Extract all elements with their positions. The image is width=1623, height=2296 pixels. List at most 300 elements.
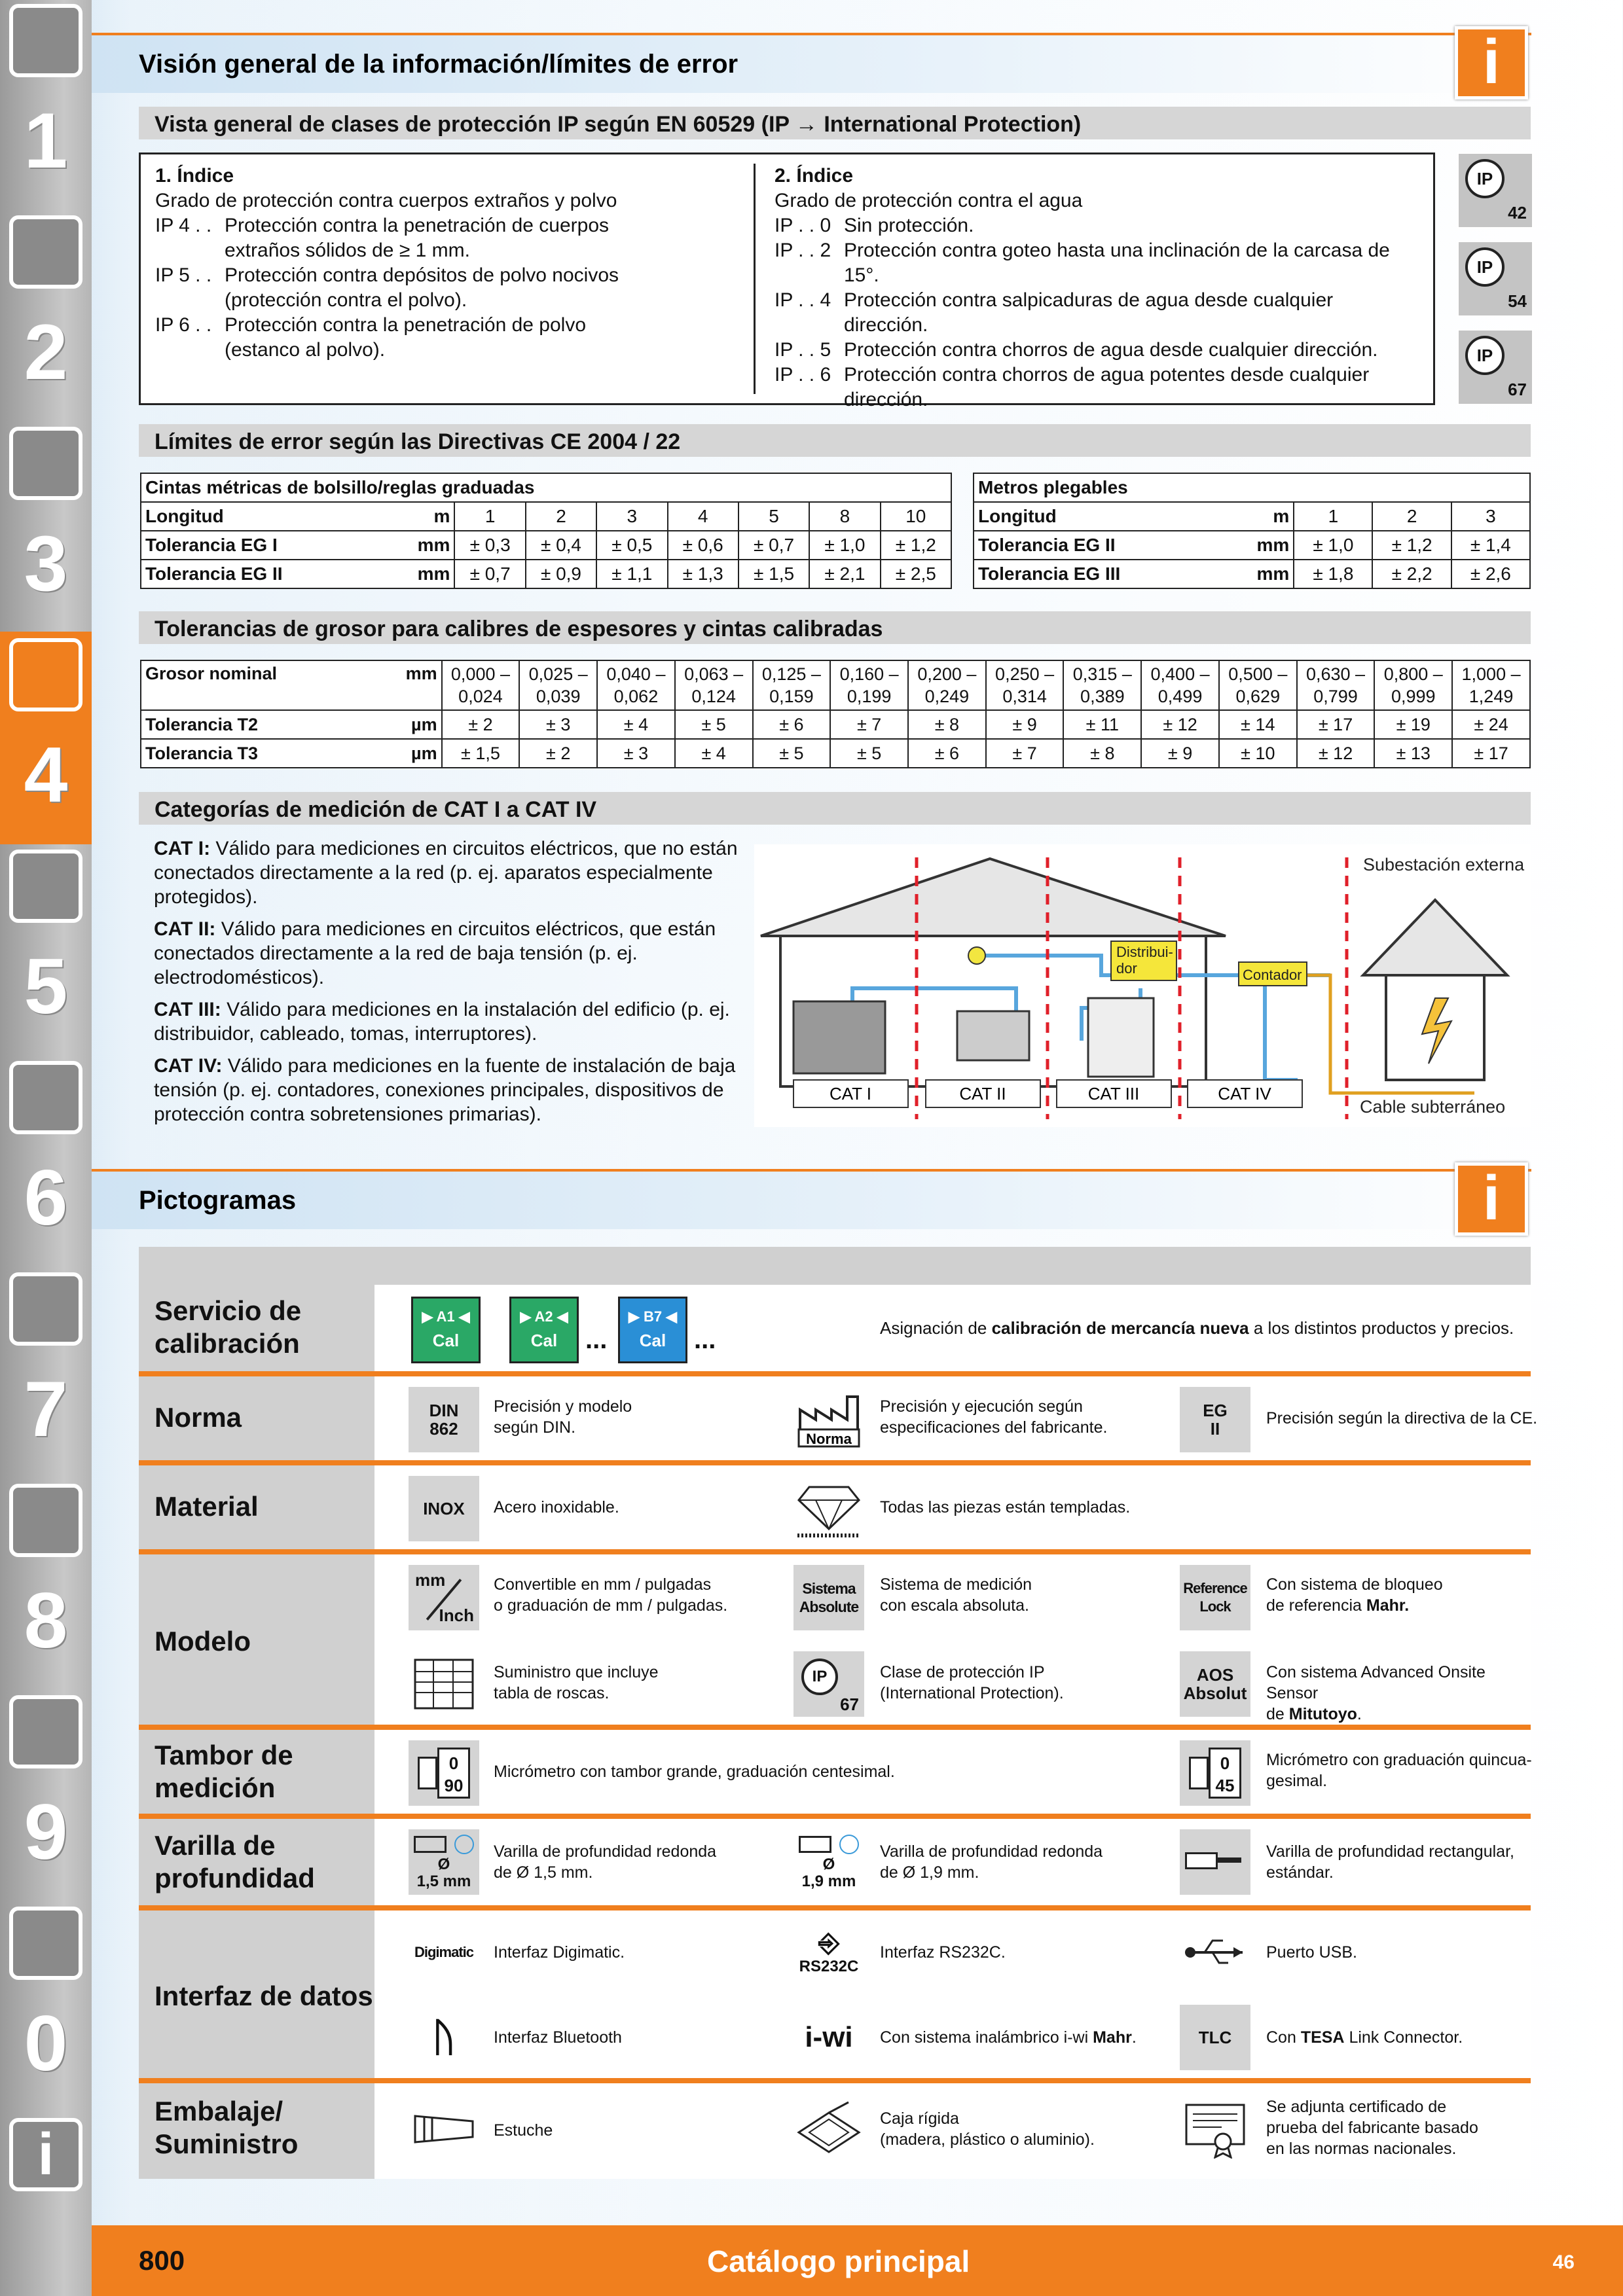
ip-code: IP . . 6 bbox=[775, 364, 831, 386]
cal-code bbox=[620, 1305, 685, 1329]
thread-table-description bbox=[494, 1662, 808, 1704]
icon-text: 1,5 mm bbox=[416, 1873, 471, 1890]
ip-code: IP . . 4 bbox=[775, 289, 831, 311]
range-end: 0,314 bbox=[1002, 687, 1047, 706]
rod-1-9-description bbox=[880, 1841, 1194, 1883]
chapter-tab-5[interactable] bbox=[0, 843, 92, 1056]
thickness-range bbox=[986, 660, 1064, 710]
table-cell: 8 bbox=[809, 502, 880, 531]
icon-text: AOS bbox=[1196, 1665, 1234, 1685]
ip-row bbox=[775, 213, 1436, 238]
row-material bbox=[139, 1465, 1531, 1554]
cert-seal bbox=[1215, 2134, 1231, 2149]
row-label: Tolerancia T3 bbox=[141, 739, 396, 768]
icon-text: Absolut bbox=[1183, 1683, 1247, 1703]
din-862-icon bbox=[409, 1387, 479, 1452]
ip-first-index bbox=[155, 164, 744, 363]
cable-label: Cable subterráneo bbox=[1360, 1097, 1506, 1117]
ip-icon-column bbox=[1457, 152, 1533, 418]
cat-item bbox=[154, 1054, 743, 1126]
thickness-range bbox=[597, 660, 675, 710]
usb-arrow bbox=[1233, 1947, 1243, 1958]
range-start: 0,160 – bbox=[839, 664, 899, 684]
chapter-number: 6 bbox=[24, 1154, 68, 1242]
range-start: 0,063 – bbox=[684, 664, 744, 684]
range-end: 0,629 bbox=[1235, 687, 1281, 706]
range-start: 0,000 – bbox=[450, 664, 510, 684]
row-label: Tolerancia T2 bbox=[141, 710, 396, 739]
ip-ring: IP bbox=[1465, 336, 1504, 375]
icon-text: Ø bbox=[822, 1856, 835, 1873]
table-cell: ± 1,0 bbox=[1294, 531, 1372, 560]
usb-description: Puerto USB. bbox=[1266, 1943, 1357, 1962]
usb-branch bbox=[1205, 1941, 1223, 1952]
desc-line: Precisión y modelo bbox=[494, 1397, 632, 1416]
ip-number: 54 bbox=[1508, 291, 1527, 311]
thickness-range bbox=[1297, 660, 1375, 710]
range-end: 0,199 bbox=[847, 687, 892, 706]
diamond-shape bbox=[799, 1487, 859, 1529]
table-cell: ± 2 bbox=[442, 710, 520, 739]
icon-text: EG bbox=[1203, 1401, 1228, 1420]
range-end: 0,389 bbox=[1080, 687, 1125, 706]
desc-bold: Mitutoyo bbox=[1288, 1705, 1357, 1723]
cat-key: CAT III: bbox=[154, 999, 221, 1020]
reference-lock-icon bbox=[1180, 1565, 1250, 1630]
section-title: Pictogramas bbox=[139, 1186, 297, 1215]
table-cell: ± 6 bbox=[753, 710, 831, 739]
desc-part: de bbox=[1266, 1705, 1289, 1723]
cat-value: Válido para mediciones en circuitos eléctricos, que están conectados directamente a la red de baja tensión (p. ej. electrodomésticos). bbox=[154, 918, 716, 988]
table-cell: ± 1,5 bbox=[739, 560, 809, 588]
cat-item bbox=[154, 836, 743, 909]
ip-subheading bbox=[139, 107, 1531, 139]
range-start: 0,125 – bbox=[761, 664, 821, 684]
limits-subheading-text: Límites de error según las Directivas CE 2004 / 22 bbox=[155, 429, 681, 454]
table-cell: ± 2,6 bbox=[1451, 560, 1530, 588]
range-end: 0,249 bbox=[924, 687, 970, 706]
range-start: 0,025 – bbox=[528, 664, 588, 684]
range-start: 1,000 – bbox=[1461, 664, 1521, 684]
large-thimble-description: Micrómetro con tambor grande, graduación centesimal. bbox=[494, 1763, 895, 1781]
quinquagesimal-description bbox=[1266, 1749, 1535, 1791]
diamond-icon bbox=[793, 1476, 864, 1541]
rod-body bbox=[414, 1836, 447, 1853]
ip-ring: IP bbox=[1465, 159, 1504, 198]
desc-part: Con sistema inalámbrico i-wi bbox=[880, 2028, 1093, 2047]
rectangular-rod-description bbox=[1266, 1841, 1535, 1883]
desc-line: Caja rígida bbox=[880, 2109, 959, 2128]
cal-code bbox=[511, 1305, 577, 1329]
rectangular-rod-icon bbox=[1180, 1829, 1250, 1895]
row-label: Tolerancia EG III bbox=[974, 560, 1229, 588]
ip-ring: IP bbox=[1465, 247, 1504, 287]
case-icon bbox=[409, 2096, 479, 2162]
hardened-description: Todas las piezas están templadas. bbox=[880, 1498, 1131, 1516]
row-label bbox=[155, 1295, 301, 1360]
factory-label: Norma bbox=[806, 1431, 852, 1447]
ip-code: IP . . 0 bbox=[775, 215, 831, 236]
chapter-tab-i[interactable] bbox=[0, 2111, 92, 2296]
safety-icon bbox=[9, 1907, 82, 1980]
cat-key: CAT II: bbox=[154, 918, 216, 940]
din-description bbox=[494, 1396, 808, 1438]
table-row bbox=[974, 560, 1530, 588]
limits-subheading bbox=[139, 424, 1531, 457]
desc-line: según DIN. bbox=[494, 1418, 576, 1437]
toolbox-icon bbox=[9, 1484, 82, 1557]
absolute-description bbox=[880, 1574, 1194, 1616]
range-start: 0,250 – bbox=[995, 664, 1055, 684]
thread-table-icon bbox=[409, 1651, 479, 1717]
ip-code: IP 5 . . bbox=[155, 264, 212, 286]
rod-circle bbox=[839, 1835, 859, 1854]
cat-value: Válido para mediciones en circuitos eléctricos, que no están conectados directamente a la red (p. ej. aparatos especialmente protegidos). bbox=[154, 838, 738, 908]
table-lines bbox=[415, 1660, 473, 1708]
ip-code: IP . . 2 bbox=[775, 240, 831, 261]
table-cell: ± 5 bbox=[753, 739, 831, 768]
factory-description bbox=[880, 1396, 1194, 1438]
desc-bold: Mahr. bbox=[1366, 1596, 1410, 1615]
chapter-tab-9[interactable] bbox=[0, 1689, 92, 1901]
desc-line: Con sistema de bloqueo bbox=[1266, 1575, 1443, 1594]
row-label: Tolerancia EG II bbox=[141, 560, 396, 588]
usb-dot bbox=[1185, 1947, 1195, 1958]
row-unit: mm bbox=[396, 560, 454, 588]
row-tambor bbox=[139, 1730, 1531, 1819]
thickness-range bbox=[1374, 660, 1452, 710]
quinquagesimal-thimble-icon bbox=[1180, 1740, 1250, 1806]
range-start: 0,200 – bbox=[917, 664, 977, 684]
desc-part: Con bbox=[1266, 2028, 1301, 2047]
rod-tip bbox=[1218, 1857, 1241, 1863]
table-title-row bbox=[141, 473, 951, 502]
thickness-range bbox=[1141, 660, 1219, 710]
table-title: Cintas métricas de bolsillo/reglas graduadas bbox=[141, 473, 951, 502]
chapter-number: 8 bbox=[24, 1577, 68, 1664]
distributor-label-1: Distribui- bbox=[1116, 944, 1173, 960]
row-label-line: Varilla de bbox=[155, 1830, 276, 1861]
table-row bbox=[974, 531, 1530, 560]
row-label-line: medición bbox=[155, 1772, 276, 1803]
ip-description: Protección contra la penetración de cuerpos extraños sólidos de ≥ 1 mm. bbox=[225, 215, 610, 261]
ip-second-index bbox=[775, 164, 1436, 412]
desc-line: Varilla de profundidad redonda bbox=[494, 1842, 717, 1861]
row-varilla bbox=[139, 1819, 1531, 1910]
table-cell: 1 bbox=[1294, 502, 1372, 531]
table-title-row bbox=[974, 473, 1530, 502]
thread-table-svg bbox=[411, 1655, 477, 1713]
icon-text: mm bbox=[415, 1570, 446, 1590]
table-cell: ± 1,8 bbox=[1294, 560, 1372, 588]
table-cell: 3 bbox=[1451, 502, 1530, 531]
ip67-icon bbox=[793, 1651, 864, 1717]
table-cell: ± 4 bbox=[675, 739, 753, 768]
table-cell: ± 0,3 bbox=[454, 531, 525, 560]
rigid-box-icon bbox=[793, 2096, 864, 2162]
thimble bbox=[437, 1748, 470, 1799]
usb-branch bbox=[1213, 1952, 1228, 1963]
thickness-table bbox=[140, 660, 1531, 768]
cat-iv-label: CAT IV bbox=[1218, 1084, 1271, 1103]
footer-index: 46 bbox=[1552, 2251, 1575, 2273]
caliper-icon bbox=[9, 638, 82, 711]
pictogram-table-top bbox=[139, 1247, 1531, 1285]
cat-i-label: CAT I bbox=[829, 1084, 872, 1103]
distributor-label-2: dor bbox=[1116, 960, 1137, 977]
table-cell: 10 bbox=[881, 502, 951, 531]
desc-line: Varilla de profundidad redonda bbox=[880, 1842, 1103, 1861]
row-label: Modelo bbox=[155, 1626, 251, 1657]
ip-row bbox=[775, 338, 1436, 363]
iwi-description bbox=[880, 2027, 1194, 2048]
cat-item bbox=[154, 917, 743, 990]
icon-text: 0 bbox=[1220, 1753, 1230, 1773]
thickness-range bbox=[675, 660, 753, 710]
ip-description: Protección contra chorros de agua desde cualquier dirección. bbox=[844, 339, 1378, 361]
thickness-range bbox=[442, 660, 520, 710]
table-cell: ± 1,3 bbox=[668, 560, 739, 588]
icon-text: 90 bbox=[444, 1776, 464, 1795]
bluetooth-description: Interfaz Bluetooth bbox=[494, 2028, 622, 2047]
info-icon: i bbox=[1455, 26, 1528, 99]
ip-first-index-title: 1. Índice bbox=[155, 165, 234, 187]
tlc-icon: TLC bbox=[1180, 2005, 1250, 2070]
chapter-tab-1[interactable] bbox=[0, 0, 92, 210]
table-cell: ± 17 bbox=[1452, 739, 1530, 768]
ip67-icon bbox=[1457, 329, 1533, 405]
cat-ii-label: CAT II bbox=[959, 1084, 1006, 1103]
range-end: 0,799 bbox=[1313, 687, 1358, 706]
ip-row bbox=[155, 313, 744, 363]
chapter-number: 4 bbox=[24, 731, 68, 819]
row-label: Tolerancia EG I bbox=[141, 531, 396, 560]
chapter-number: 2 bbox=[24, 308, 68, 396]
rs232c-description: Interfaz RS232C. bbox=[880, 1943, 1006, 1962]
desc-line: de Ø 1,5 mm. bbox=[494, 1863, 593, 1882]
chapter-number: 0 bbox=[24, 2000, 68, 2087]
inox-description: Acero inoxidable. bbox=[494, 1498, 619, 1516]
range-start: 0,800 – bbox=[1383, 664, 1443, 684]
row-label-line: Embalaje/ bbox=[155, 2096, 283, 2126]
ip-row bbox=[155, 263, 744, 313]
wrench-icon bbox=[9, 1061, 82, 1134]
desc-line: Micrómetro con graduación quincua- bbox=[1266, 1751, 1532, 1769]
row-label: Longitud bbox=[974, 502, 1229, 531]
chapter-number: 3 bbox=[24, 520, 68, 607]
ip42-icon bbox=[1457, 152, 1533, 228]
desc-line: en las normas nacionales. bbox=[1266, 2140, 1457, 2158]
table-cell: 4 bbox=[668, 502, 739, 531]
icon-text: Lock bbox=[1199, 1598, 1231, 1615]
tlc-description bbox=[1266, 2027, 1580, 2048]
table-frame bbox=[415, 1660, 473, 1708]
cat-subheading bbox=[139, 792, 1531, 825]
range-end: 0,999 bbox=[1391, 687, 1436, 706]
sleeve bbox=[418, 1757, 437, 1789]
chapter-tab-2[interactable] bbox=[0, 209, 92, 422]
chapter-tab-4[interactable] bbox=[0, 632, 92, 844]
case-icon-svg bbox=[411, 2109, 477, 2149]
range-end: 0,024 bbox=[458, 687, 503, 706]
desc-bold: calibración de mercancía nueva bbox=[991, 1318, 1249, 1338]
arrow-left-icon: ◀ bbox=[454, 1308, 470, 1325]
table-cell: ± 1,5 bbox=[442, 739, 520, 768]
ip-number: 67 bbox=[840, 1695, 859, 1714]
ip-number: 67 bbox=[1508, 380, 1527, 399]
certificate-icon bbox=[1180, 2096, 1250, 2162]
cat-value: Válido para mediciones en la fuente de instalación de baja tensión (p. ej. contadores, conexiones principales, dispositivos de protección contra sobretensiones primarias). bbox=[154, 1055, 736, 1125]
range-start: 0,630 – bbox=[1305, 664, 1366, 684]
table-cell: 3 bbox=[596, 502, 667, 531]
cal-code-text: A2 bbox=[534, 1308, 553, 1325]
icon-text: Reference bbox=[1183, 1580, 1247, 1596]
desc-line: Con sistema Advanced Onsite Sensor bbox=[1266, 1663, 1486, 1702]
cal-code-text: A1 bbox=[436, 1308, 455, 1325]
table-row bbox=[141, 560, 951, 588]
mm-inch-icon bbox=[409, 1565, 479, 1630]
range-end: 0,062 bbox=[613, 687, 659, 706]
icon-text: 0 bbox=[448, 1753, 459, 1773]
ip-first-index-subtitle: Grado de protección contra cuerpos extraños y polvo bbox=[155, 190, 617, 211]
table-cell: 2 bbox=[1372, 502, 1451, 531]
range-end: 1,249 bbox=[1468, 687, 1514, 706]
desc-line: Precisión y ejecución según bbox=[880, 1397, 1083, 1416]
substation-roof bbox=[1363, 900, 1507, 975]
cal-b7-icon bbox=[618, 1297, 687, 1363]
row-unit: m bbox=[396, 502, 454, 531]
rod-circle bbox=[454, 1835, 474, 1854]
table-cell: ± 1,2 bbox=[881, 531, 951, 560]
table-cell: ± 2,2 bbox=[1372, 560, 1451, 588]
range-end: 0,159 bbox=[769, 687, 814, 706]
meter-label: Contador bbox=[1243, 967, 1302, 983]
folding-rule-table bbox=[973, 473, 1531, 589]
row-label: Longitud bbox=[141, 502, 396, 531]
thickness-range bbox=[1452, 660, 1530, 710]
table-cell: ± 8 bbox=[908, 710, 986, 739]
rod-body bbox=[1185, 1852, 1218, 1869]
insert-icon bbox=[9, 215, 82, 289]
row-label: Tolerancia EG II bbox=[974, 531, 1229, 560]
range-start: 0,500 – bbox=[1228, 664, 1288, 684]
desc-line: tabla de roscas. bbox=[494, 1684, 610, 1702]
desc-line: estándar. bbox=[1266, 1863, 1334, 1882]
arrow-right-icon: ▶ bbox=[520, 1308, 535, 1325]
arrow-left-icon: ◀ bbox=[553, 1308, 568, 1325]
table-cell: ± 0,4 bbox=[526, 531, 596, 560]
arrow-left-icon: ◀ bbox=[662, 1308, 678, 1325]
stove-icon bbox=[1088, 998, 1154, 1077]
ip-divider bbox=[754, 164, 756, 394]
desc-part: . bbox=[1357, 1705, 1362, 1723]
row-embalaje bbox=[139, 2083, 1531, 2179]
row-unit: µm bbox=[396, 739, 442, 768]
reference-lock-description bbox=[1266, 1574, 1580, 1616]
cert-lines bbox=[1193, 2114, 1237, 2127]
certificate-svg bbox=[1182, 2100, 1248, 2159]
cat-iii-label: CAT III bbox=[1087, 1084, 1140, 1103]
table-cell: ± 7 bbox=[830, 710, 908, 739]
cal-a2-icon bbox=[509, 1297, 579, 1363]
table-cell: ± 5 bbox=[830, 739, 908, 768]
row-label bbox=[155, 1739, 293, 1804]
row-label-line: profundidad bbox=[155, 1863, 315, 1893]
rs232c-icon bbox=[793, 1920, 864, 1985]
table-cell: ± 2 bbox=[519, 739, 597, 768]
ellipsis: ... bbox=[694, 1325, 716, 1354]
desc-part: de referencia bbox=[1266, 1596, 1366, 1615]
cal-code bbox=[413, 1305, 479, 1329]
mm-inch-description bbox=[494, 1574, 808, 1616]
catalog-title: Catálogo principal bbox=[707, 2244, 970, 2278]
table-cell: ± 6 bbox=[908, 739, 986, 768]
saw-icon bbox=[9, 850, 82, 923]
case-description: Estuche bbox=[494, 2121, 553, 2140]
cat-key: CAT I: bbox=[154, 838, 211, 859]
ip-description: Protección contra goteo hasta una inclinación de la carcasa de 15°. bbox=[844, 240, 1390, 286]
chapter-tab-6[interactable] bbox=[0, 1054, 92, 1267]
desc-line: Suministro que incluye bbox=[494, 1663, 659, 1681]
digimatic-icon: Digimatic bbox=[409, 1920, 479, 1985]
table-cell: ± 0,5 bbox=[596, 531, 667, 560]
thickness-range bbox=[753, 660, 831, 710]
arrow-right-icon: ▶ bbox=[628, 1308, 644, 1325]
row-label-line: Tambor de bbox=[155, 1740, 293, 1770]
table-cell: ± 9 bbox=[1141, 739, 1219, 768]
chapter-number: 7 bbox=[24, 1365, 68, 1453]
microwave-icon bbox=[957, 1011, 1029, 1060]
table-cell: ± 13 bbox=[1374, 739, 1452, 768]
chapter-tab-7[interactable] bbox=[0, 1266, 92, 1479]
chapter-tab-3[interactable] bbox=[0, 420, 92, 633]
substation-label: Subestación externa bbox=[1363, 855, 1525, 874]
ip-description bbox=[880, 1662, 1194, 1704]
table-cell: 5 bbox=[739, 502, 809, 531]
rigid-box-svg bbox=[796, 2100, 862, 2159]
factory-norm-icon bbox=[793, 1387, 864, 1452]
row-label: Material bbox=[155, 1491, 259, 1522]
row-unit: µm bbox=[396, 710, 442, 739]
aos-description bbox=[1266, 1662, 1528, 1725]
table-cell: ± 9 bbox=[986, 710, 1064, 739]
thickness-range bbox=[908, 660, 986, 710]
diamond-line bbox=[816, 1500, 842, 1529]
drill-icon bbox=[9, 4, 82, 77]
table-cell: ± 0,7 bbox=[454, 560, 525, 588]
table-cell: ± 0,6 bbox=[668, 531, 739, 560]
chapter-number: 9 bbox=[24, 1788, 68, 1876]
table-cell: ± 12 bbox=[1141, 710, 1219, 739]
icon-text: Sistema bbox=[802, 1580, 856, 1597]
cal-sub: Cal bbox=[530, 1331, 558, 1350]
row-calibration bbox=[139, 1285, 1531, 1376]
table-row bbox=[141, 531, 951, 560]
thickness-range bbox=[1063, 660, 1141, 710]
table-row bbox=[974, 502, 1530, 531]
chapter-tab-0[interactable] bbox=[0, 1900, 92, 2113]
ip-description: Protección contra salpicaduras de agua desde cualquier dirección. bbox=[844, 289, 1334, 336]
table-cell: ± 2,5 bbox=[881, 560, 951, 588]
aos-absolute-icon bbox=[1180, 1651, 1250, 1717]
row-modelo bbox=[139, 1554, 1531, 1730]
thickness-range bbox=[519, 660, 597, 710]
desc-line: Sistema de medición bbox=[880, 1575, 1032, 1594]
ip54-icon bbox=[1457, 241, 1533, 317]
sleeve bbox=[1189, 1757, 1209, 1789]
range-end: 0,039 bbox=[536, 687, 581, 706]
chapter-tab-8[interactable] bbox=[0, 1477, 92, 1690]
